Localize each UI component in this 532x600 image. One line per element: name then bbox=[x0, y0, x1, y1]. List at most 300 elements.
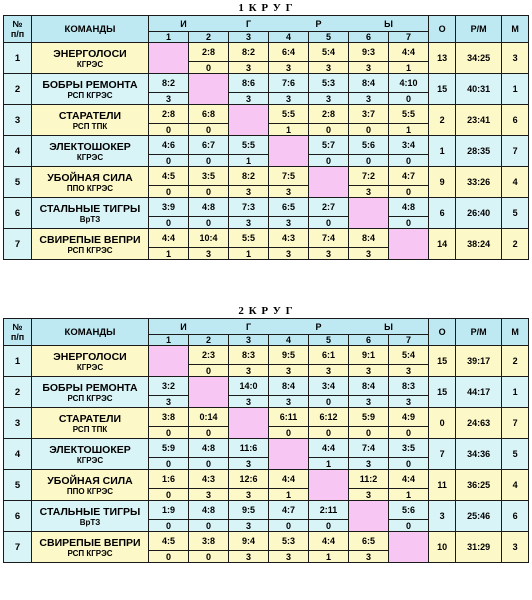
team-goals: 23:41 bbox=[456, 105, 502, 136]
game-score: 4:4 bbox=[269, 470, 309, 489]
team-name-cell bbox=[32, 377, 149, 408]
game-score: 8:4 bbox=[349, 377, 389, 396]
game-score: 4:8 bbox=[189, 439, 229, 458]
team-total-points: 15 bbox=[429, 74, 456, 105]
game-score: 8:3 bbox=[229, 346, 269, 365]
game-points: 0 bbox=[149, 520, 189, 532]
team-org: РСП КГРЭС bbox=[67, 90, 113, 100]
team-name: СТАЛЬНЫЕ ТИГРЫ bbox=[39, 505, 141, 518]
game-points: 1 bbox=[269, 489, 309, 501]
game-points: 1 bbox=[389, 62, 429, 74]
game-score: 4:4 bbox=[309, 532, 349, 551]
game-points: 1 bbox=[229, 248, 269, 260]
header-game-number: 2 bbox=[189, 335, 229, 346]
game-score: 4:4 bbox=[389, 470, 429, 489]
team-org: РСП КГРЭС bbox=[67, 245, 113, 255]
game-points: 3 bbox=[349, 551, 389, 563]
game-score: 8:4 bbox=[269, 377, 309, 396]
diagonal-cell bbox=[269, 136, 309, 167]
header-game-number: 6 bbox=[349, 32, 389, 43]
game-points: 3 bbox=[349, 248, 389, 260]
diagonal-cell bbox=[349, 501, 389, 532]
team-place: 6 bbox=[502, 105, 529, 136]
team-org: КГРЭС bbox=[76, 152, 104, 162]
game-score: 3:9 bbox=[149, 198, 189, 217]
game-points: 3 bbox=[349, 186, 389, 198]
header-number-symbol: № bbox=[12, 322, 23, 332]
team-total-points: 9 bbox=[429, 167, 456, 198]
diagonal-cell bbox=[229, 408, 269, 439]
game-score: 3:2 bbox=[149, 377, 189, 396]
diagonal-cell bbox=[189, 74, 229, 105]
game-points: 0 bbox=[189, 458, 229, 470]
team-place: 3 bbox=[502, 532, 529, 563]
header-game-number: 5 bbox=[309, 335, 349, 346]
game-score: 3:5 bbox=[389, 439, 429, 458]
team-place: 2 bbox=[502, 346, 529, 377]
game-points: 0 bbox=[389, 217, 429, 229]
game-score: 11:6 bbox=[229, 439, 269, 458]
game-points: 3 bbox=[309, 365, 349, 377]
game-score: 8:3 bbox=[389, 377, 429, 396]
team-row bbox=[4, 105, 529, 124]
header-teams: КОМАНДЫ bbox=[32, 319, 149, 346]
game-points: 3 bbox=[349, 93, 389, 105]
header-goals: Р/М bbox=[456, 16, 502, 43]
game-points: 0 bbox=[349, 124, 389, 136]
game-points: 0 bbox=[189, 186, 229, 198]
game-points: 0 bbox=[349, 427, 389, 439]
game-points: 1 bbox=[229, 155, 269, 167]
game-points: 1 bbox=[149, 248, 189, 260]
game-points: 3 bbox=[229, 62, 269, 74]
diagonal-cell bbox=[149, 43, 189, 74]
game-points: 0 bbox=[149, 155, 189, 167]
game-points: 0 bbox=[389, 458, 429, 470]
team-place: 3 bbox=[502, 43, 529, 74]
game-score: 2:11 bbox=[309, 501, 349, 520]
game-points: 3 bbox=[149, 93, 189, 105]
team-total-points: 15 bbox=[429, 377, 456, 408]
game-points: 1 bbox=[309, 551, 349, 563]
team-name-cell bbox=[32, 470, 149, 501]
game-points: 0 bbox=[269, 427, 309, 439]
team-name: СТАРАТЕЛИ bbox=[58, 109, 122, 122]
game-points: 0 bbox=[309, 396, 349, 408]
game-points: 3 bbox=[349, 396, 389, 408]
team-number: 7 bbox=[4, 229, 32, 260]
team-row bbox=[4, 532, 529, 551]
header-game-number: 1 bbox=[149, 32, 189, 43]
team-name: СВИРЕПЫЕ ВЕПРИ bbox=[39, 233, 141, 246]
team-name: СТАРАТЕЛИ bbox=[58, 412, 122, 425]
game-score: 4:8 bbox=[389, 198, 429, 217]
game-points: 0 bbox=[269, 520, 309, 532]
team-row bbox=[4, 167, 529, 186]
header-game-number: 5 bbox=[309, 32, 349, 43]
game-points: 3 bbox=[309, 93, 349, 105]
game-points: 3 bbox=[349, 62, 389, 74]
game-score: 3:5 bbox=[189, 167, 229, 186]
game-points: 0 bbox=[189, 551, 229, 563]
game-score: 4:5 bbox=[149, 532, 189, 551]
game-score: 9:1 bbox=[349, 346, 389, 365]
game-points: 0 bbox=[309, 427, 349, 439]
team-place: 5 bbox=[502, 198, 529, 229]
game-points: 0 bbox=[149, 186, 189, 198]
header-games-letter: Ы bbox=[384, 18, 393, 29]
header-place: М bbox=[502, 319, 529, 346]
game-score: 11:2 bbox=[349, 470, 389, 489]
game-score: 12:6 bbox=[229, 470, 269, 489]
team-name: УБОЙНАЯ СИЛА bbox=[47, 474, 133, 487]
team-name-cell bbox=[32, 74, 149, 105]
game-score: 3:8 bbox=[189, 532, 229, 551]
game-points: 0 bbox=[149, 458, 189, 470]
game-score: 5:3 bbox=[309, 74, 349, 93]
diagonal-cell bbox=[149, 346, 189, 377]
team-row bbox=[4, 74, 529, 93]
header-game-number: 6 bbox=[349, 335, 389, 346]
game-score: 5:3 bbox=[269, 532, 309, 551]
header-games-letter: Р bbox=[315, 18, 322, 29]
team-org: КГРЭС bbox=[76, 59, 104, 69]
game-points: 0 bbox=[309, 124, 349, 136]
game-points: 0 bbox=[149, 124, 189, 136]
diagonal-cell bbox=[349, 198, 389, 229]
team-number: 5 bbox=[4, 470, 32, 501]
game-points: 3 bbox=[269, 93, 309, 105]
team-place: 7 bbox=[502, 136, 529, 167]
game-score: 9:3 bbox=[349, 43, 389, 62]
game-score: 3:7 bbox=[349, 105, 389, 124]
team-row bbox=[4, 346, 529, 365]
team-number: 3 bbox=[4, 105, 32, 136]
game-points: 3 bbox=[229, 93, 269, 105]
game-points: 0 bbox=[349, 155, 389, 167]
game-points: 1 bbox=[389, 489, 429, 501]
game-score: 8:6 bbox=[229, 74, 269, 93]
team-place: 4 bbox=[502, 167, 529, 198]
team-org: КГРЭС bbox=[76, 455, 104, 465]
diagonal-cell bbox=[309, 167, 349, 198]
header-goals: Р/М bbox=[456, 319, 502, 346]
team-goals: 25:46 bbox=[456, 501, 502, 532]
game-score: 10:4 bbox=[189, 229, 229, 248]
game-points: 1 bbox=[389, 124, 429, 136]
game-points: 3 bbox=[229, 489, 269, 501]
game-score: 5:5 bbox=[269, 105, 309, 124]
game-points: 0 bbox=[189, 365, 229, 377]
game-score: 4:8 bbox=[189, 198, 229, 217]
game-points: 0 bbox=[189, 124, 229, 136]
game-score: 5:5 bbox=[229, 136, 269, 155]
team-total-points: 3 bbox=[429, 501, 456, 532]
game-score: 7:6 bbox=[269, 74, 309, 93]
game-score: 5:5 bbox=[389, 105, 429, 124]
round-2-title: 2 К Р У Г bbox=[238, 305, 294, 317]
team-name-cell bbox=[32, 229, 149, 260]
team-org: РСП ТПК bbox=[72, 121, 108, 131]
header-place: М bbox=[502, 16, 529, 43]
game-score: 5:4 bbox=[309, 43, 349, 62]
team-name: СТАЛЬНЫЕ ТИГРЫ bbox=[39, 202, 141, 215]
team-goals: 26:40 bbox=[456, 198, 502, 229]
game-points: 0 bbox=[149, 217, 189, 229]
game-score: 7:2 bbox=[349, 167, 389, 186]
header-number bbox=[4, 16, 32, 43]
game-score: 7:4 bbox=[349, 439, 389, 458]
game-score: 2:8 bbox=[149, 105, 189, 124]
game-score: 5:9 bbox=[349, 408, 389, 427]
game-points: 0 bbox=[309, 217, 349, 229]
team-org: ВрТЗ bbox=[79, 517, 101, 527]
team-number: 6 bbox=[4, 501, 32, 532]
game-score: 4:3 bbox=[189, 470, 229, 489]
team-name-cell bbox=[32, 136, 149, 167]
team-total-points: 10 bbox=[429, 532, 456, 563]
team-place: 4 bbox=[502, 470, 529, 501]
game-points: 0 bbox=[309, 520, 349, 532]
team-row bbox=[4, 198, 529, 217]
team-number: 2 bbox=[4, 74, 32, 105]
game-score: 8:2 bbox=[229, 167, 269, 186]
team-goals: 38:24 bbox=[456, 229, 502, 260]
game-score: 5:4 bbox=[389, 346, 429, 365]
game-points: 1 bbox=[309, 458, 349, 470]
team-name-cell bbox=[32, 532, 149, 563]
game-score: 4:9 bbox=[389, 408, 429, 427]
team-number: 4 bbox=[4, 439, 32, 470]
team-org: ППО КГРЭС bbox=[66, 183, 114, 193]
team-goals: 24:63 bbox=[456, 408, 502, 439]
game-points: 3 bbox=[229, 217, 269, 229]
game-score: 0:14 bbox=[189, 408, 229, 427]
game-score: 4:10 bbox=[389, 74, 429, 93]
team-total-points: 2 bbox=[429, 105, 456, 136]
team-name: БОБРЫ РЕМОНТА bbox=[42, 78, 138, 91]
team-name-cell bbox=[32, 346, 149, 377]
diagonal-cell bbox=[189, 377, 229, 408]
team-total-points: 6 bbox=[429, 198, 456, 229]
team-number: 2 bbox=[4, 377, 32, 408]
header-games-letter: Г bbox=[245, 18, 252, 29]
diagonal-cell bbox=[309, 470, 349, 501]
game-score: 7:4 bbox=[309, 229, 349, 248]
game-score: 5:7 bbox=[309, 136, 349, 155]
team-name: УБОЙНАЯ СИЛА bbox=[47, 171, 133, 184]
diagonal-cell bbox=[269, 439, 309, 470]
team-name: ЭНЕРГОЛОСИ bbox=[53, 350, 127, 363]
game-score: 2:3 bbox=[189, 346, 229, 365]
game-points: 0 bbox=[149, 427, 189, 439]
game-points: 1 bbox=[269, 124, 309, 136]
game-score: 2:8 bbox=[189, 43, 229, 62]
game-points: 3 bbox=[269, 365, 309, 377]
team-org: ВрТЗ bbox=[79, 214, 101, 224]
team-place: 6 bbox=[502, 501, 529, 532]
team-row bbox=[4, 43, 529, 62]
game-score: 3:4 bbox=[309, 377, 349, 396]
game-points: 3 bbox=[229, 520, 269, 532]
team-total-points: 15 bbox=[429, 346, 456, 377]
game-score: 8:4 bbox=[349, 74, 389, 93]
team-org: ППО КГРЭС bbox=[66, 486, 114, 496]
game-score: 14:0 bbox=[229, 377, 269, 396]
game-score: 4:7 bbox=[389, 167, 429, 186]
game-score: 1:9 bbox=[149, 501, 189, 520]
game-score: 9:5 bbox=[269, 346, 309, 365]
game-points: 3 bbox=[309, 62, 349, 74]
game-score: 4:8 bbox=[189, 501, 229, 520]
team-name: БОБРЫ РЕМОНТА bbox=[42, 381, 138, 394]
team-org: РСП КГРЭС bbox=[67, 393, 113, 403]
game-points: 3 bbox=[269, 396, 309, 408]
header-games bbox=[149, 16, 429, 32]
game-score: 6:1 bbox=[309, 346, 349, 365]
game-score: 6:5 bbox=[349, 532, 389, 551]
team-number: 1 bbox=[4, 346, 32, 377]
team-goals: 39:17 bbox=[456, 346, 502, 377]
game-points: 3 bbox=[229, 396, 269, 408]
game-score: 8:2 bbox=[149, 74, 189, 93]
team-name-cell bbox=[32, 198, 149, 229]
game-points: 3 bbox=[309, 248, 349, 260]
game-points: 3 bbox=[269, 62, 309, 74]
team-goals: 28:35 bbox=[456, 136, 502, 167]
team-name-cell bbox=[32, 501, 149, 532]
header-number bbox=[4, 319, 32, 346]
team-number: 1 bbox=[4, 43, 32, 74]
team-number: 6 bbox=[4, 198, 32, 229]
game-points: 3 bbox=[269, 551, 309, 563]
team-org: КГРЭС bbox=[76, 362, 104, 372]
game-points: 3 bbox=[349, 489, 389, 501]
diagonal-cell bbox=[389, 229, 429, 260]
game-score: 4:4 bbox=[389, 43, 429, 62]
team-total-points: 7 bbox=[429, 439, 456, 470]
game-score: 6:7 bbox=[189, 136, 229, 155]
header-pp: п/п bbox=[10, 332, 25, 342]
header-game-number: 3 bbox=[229, 335, 269, 346]
game-points: 3 bbox=[389, 396, 429, 408]
standings-table-round-1 bbox=[3, 15, 529, 260]
team-number: 5 bbox=[4, 167, 32, 198]
team-total-points: 0 bbox=[429, 408, 456, 439]
team-row bbox=[4, 470, 529, 489]
game-points: 0 bbox=[149, 489, 189, 501]
game-score: 4:5 bbox=[149, 167, 189, 186]
game-points: 0 bbox=[189, 427, 229, 439]
game-score: 3:4 bbox=[389, 136, 429, 155]
team-goals: 36:25 bbox=[456, 470, 502, 501]
game-points: 0 bbox=[189, 217, 229, 229]
game-points: 0 bbox=[389, 93, 429, 105]
team-name-cell bbox=[32, 439, 149, 470]
game-score: 4:6 bbox=[149, 136, 189, 155]
game-score: 6:8 bbox=[189, 105, 229, 124]
team-row bbox=[4, 229, 529, 248]
header-games-letter: Р bbox=[315, 321, 322, 332]
game-points: 0 bbox=[389, 186, 429, 198]
team-total-points: 11 bbox=[429, 470, 456, 501]
team-row bbox=[4, 136, 529, 155]
header-game-number: 1 bbox=[149, 335, 189, 346]
game-score: 6:4 bbox=[269, 43, 309, 62]
game-points: 3 bbox=[269, 248, 309, 260]
round-1-title: 1 К Р У Г bbox=[238, 2, 294, 14]
team-org: РСП ТПК bbox=[72, 424, 108, 434]
game-score: 7:5 bbox=[269, 167, 309, 186]
header-game-number: 7 bbox=[389, 335, 429, 346]
team-name-cell bbox=[32, 43, 149, 74]
team-goals: 33:26 bbox=[456, 167, 502, 198]
team-row bbox=[4, 501, 529, 520]
team-name: ЭЛЕКТОШОКЕР bbox=[49, 443, 131, 456]
game-points: 0 bbox=[189, 155, 229, 167]
header-game-number: 3 bbox=[229, 32, 269, 43]
game-score: 5:6 bbox=[389, 501, 429, 520]
header-game-number: 7 bbox=[389, 32, 429, 43]
game-points: 0 bbox=[389, 155, 429, 167]
game-points: 3 bbox=[389, 365, 429, 377]
team-name-cell bbox=[32, 105, 149, 136]
game-score: 1:6 bbox=[149, 470, 189, 489]
game-score: 2:7 bbox=[309, 198, 349, 217]
header-game-number: 4 bbox=[269, 32, 309, 43]
game-score: 4:4 bbox=[149, 229, 189, 248]
team-org: РСП КГРЭС bbox=[67, 548, 113, 558]
game-score: 6:5 bbox=[269, 198, 309, 217]
team-row bbox=[4, 439, 529, 458]
diagonal-cell bbox=[389, 532, 429, 563]
header-games bbox=[149, 319, 429, 335]
team-name: ЭЛЕКТОШОКЕР bbox=[49, 140, 131, 153]
game-score: 3:8 bbox=[149, 408, 189, 427]
game-score: 5:6 bbox=[349, 136, 389, 155]
header-games-letter: Ы bbox=[384, 321, 393, 332]
game-score: 2:8 bbox=[309, 105, 349, 124]
header-points: О bbox=[429, 319, 456, 346]
game-points: 0 bbox=[309, 155, 349, 167]
header-points: О bbox=[429, 16, 456, 43]
header-teams: КОМАНДЫ bbox=[32, 16, 149, 43]
game-score: 6:12 bbox=[309, 408, 349, 427]
game-points: 3 bbox=[149, 396, 189, 408]
team-goals: 40:31 bbox=[456, 74, 502, 105]
standings-table-round-2 bbox=[3, 318, 529, 563]
header-number-symbol: № bbox=[12, 19, 23, 29]
game-score: 4:3 bbox=[269, 229, 309, 248]
game-points: 3 bbox=[189, 489, 229, 501]
game-score: 4:4 bbox=[309, 439, 349, 458]
header-games-letter: И bbox=[180, 321, 187, 332]
header-games-letter: И bbox=[180, 18, 187, 29]
team-goals: 34:25 bbox=[456, 43, 502, 74]
header-game-number: 2 bbox=[189, 32, 229, 43]
game-points: 0 bbox=[149, 551, 189, 563]
team-name-cell bbox=[32, 167, 149, 198]
team-place: 2 bbox=[502, 229, 529, 260]
game-score: 5:9 bbox=[149, 439, 189, 458]
game-score: 9:5 bbox=[229, 501, 269, 520]
team-place: 7 bbox=[502, 408, 529, 439]
header-game-number: 4 bbox=[269, 335, 309, 346]
team-goals: 31:29 bbox=[456, 532, 502, 563]
game-score: 7:3 bbox=[229, 198, 269, 217]
game-points: 3 bbox=[189, 248, 229, 260]
team-total-points: 13 bbox=[429, 43, 456, 74]
